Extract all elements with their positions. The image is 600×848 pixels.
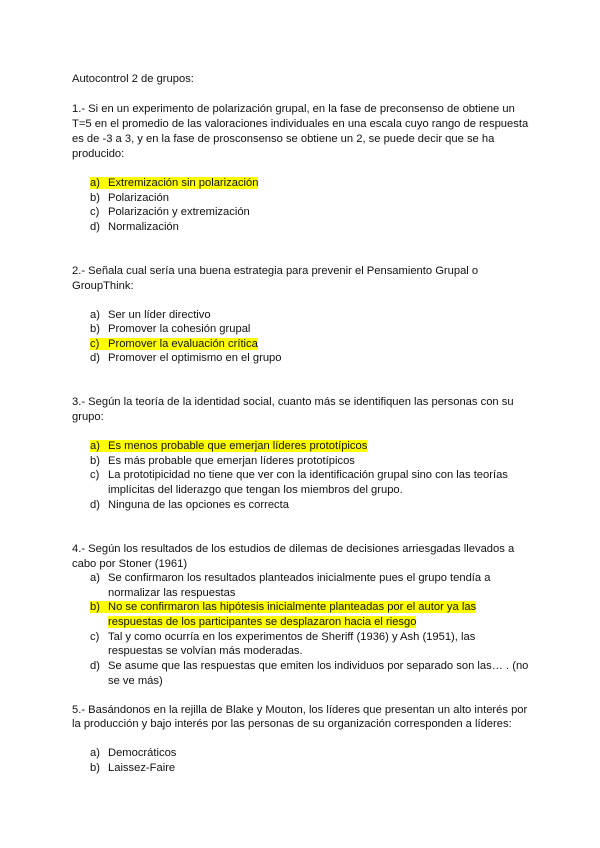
question-1-line-3: es de -3 a 3, y en la fase de prosconsenso se obtiene un 2, se puede decir que se ha xyxy=(72,133,495,145)
q3-option-c-cont: implícitas del liderazgo que tengan los miembros del grupo. xyxy=(108,484,403,496)
doc-title: Autocontrol 2 de grupos: xyxy=(72,73,194,85)
q4-option-c-cont: respuestas se volvían más moderadas. xyxy=(108,645,303,657)
question-4-line-2: cabo por Stoner (1961) xyxy=(72,558,188,570)
question-3-line-1: 3.- Según la teoría de la identidad social, cuanto más se identifiquen las personas con su xyxy=(72,396,514,408)
question-2-line-2: GroupThink: xyxy=(72,280,134,292)
q3-option-d: d) Ninguna de las opciones es correcta xyxy=(90,499,289,511)
q5-option-b: b) Laissez-Faire xyxy=(90,762,176,774)
question-1-line-2: T=5 en el promedio de las valoraciones individuales en una escala cuyo rango de respuesta xyxy=(72,118,529,130)
q1-option-d: d) Normalización xyxy=(90,221,179,233)
q2-option-d: d) Promover el optimismo en el grupo xyxy=(90,352,282,364)
q3-option-c: c) La prototipicidad no tiene que ver con la identificación grupal sino con las teorías xyxy=(90,469,508,481)
q4-option-b: b) No se confirmaron las hipótesis inicialmente planteadas por el autor ya las xyxy=(90,601,477,613)
question-5-line-1: 5.- Basándonos en la rejilla de Blake y Mouton, los líderes que presentan un alto interés por xyxy=(72,704,528,716)
question-4-line-1: 4.- Según los resultados de los estudios de dilemas de decisiones arriesgadas llevados a xyxy=(72,543,515,555)
question-3-line-2: grupo: xyxy=(72,411,104,423)
question-5-line-2: la producción y bajo interés por las personas de su organización corresponden a líderes: xyxy=(72,718,512,730)
q4-option-d-cont: se ve más) xyxy=(108,675,163,687)
q5-option-a: a) Democráticos xyxy=(90,747,177,759)
q1-option-a: a) Extremización sin polarización xyxy=(90,177,259,189)
q3-option-b: b) Es más probable que emerjan líderes prototípicos xyxy=(90,455,355,467)
q1-option-b: b) Polarización xyxy=(90,192,169,204)
q4-option-d: d) Se asume que las respuestas que emiten los individuos por separado son las… . (no xyxy=(90,660,529,672)
question-2-line-1: 2.- Señala cual sería una buena estrategia para prevenir el Pensamiento Grupal o xyxy=(72,265,479,277)
q2-option-b: b) Promover la cohesión grupal xyxy=(90,323,251,335)
q4-option-b-cont: respuestas de los participantes se desplazaron hacia el riesgo xyxy=(108,616,417,628)
q4-option-a-cont: normalizar las respuestas xyxy=(108,587,236,599)
question-1-line-4: producido: xyxy=(72,148,125,160)
q4-option-a: a) Se confirmaron los resultados planteados inicialmente pues el grupo tendía a xyxy=(90,572,491,584)
q1-option-c: c) Polarización y extremización xyxy=(90,206,250,218)
q4-option-c: c) Tal y como ocurría en los experimentos de Sheriff (1936) y Ash (1951), las xyxy=(90,631,476,643)
question-1-line-1: 1.- Si en un experimento de polarización grupal, en la fase de preconsenso de obtiene un xyxy=(72,103,515,115)
q2-option-c: c) Promover la evaluación crítica xyxy=(90,338,258,350)
q3-option-a: a) Es menos probable que emerjan líderes prototípicos xyxy=(90,440,368,452)
q2-option-a: a) Ser un líder directivo xyxy=(90,309,211,321)
